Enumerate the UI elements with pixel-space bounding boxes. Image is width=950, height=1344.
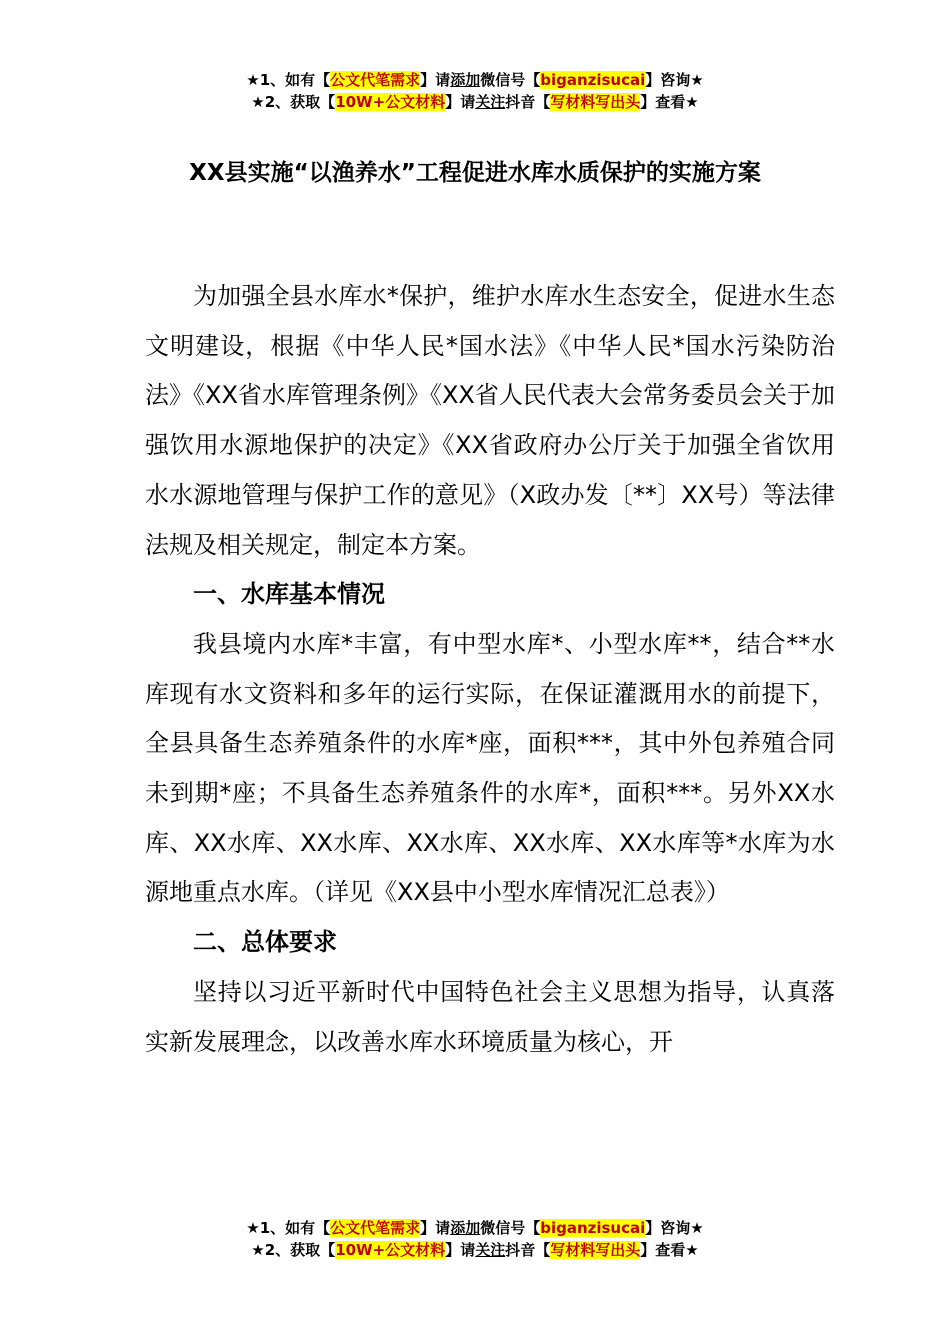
banner-text: 】请 <box>445 1241 476 1259</box>
document-body <box>145 272 835 1067</box>
banner-text: 抖音【 <box>505 1241 551 1259</box>
banner-text: ★2、获取【 <box>251 93 336 111</box>
banner-text: 抖音【 <box>505 93 551 111</box>
paragraph-intro: 为加强全县水库水*保护，维护水库水生态安全，促进水生态文明建设，根据《中华人民*国水法》《中华人民*国水污染防治法》《XX省水库管理条例》《XX省人民代表大会常务委员会关于加强饮用水源地保护的决定》《XX省政府办公厅关于加强全省饮用水水源地管理与保护工作的意见》（X政办发〔**〕XX号）等法律法规及相关规定，制定本方案。 <box>145 282 835 559</box>
banner-highlight: 10W+公文材料 <box>335 1241 446 1259</box>
banner-highlight: biganzisucai <box>540 71 646 89</box>
banner-line-1 <box>0 69 950 91</box>
banner-line-2 <box>0 1239 950 1261</box>
banner-text: 】查看★ <box>640 1241 699 1259</box>
banner-text: 微信号【 <box>480 1219 541 1237</box>
banner-text: ★1、如有【 <box>246 1219 331 1237</box>
banner-text: ★1、如有【 <box>246 71 331 89</box>
banner-text: 】咨询★ <box>645 1219 704 1237</box>
banner-text: 】咨询★ <box>645 71 704 89</box>
banner-highlight: biganzisucai <box>540 1219 646 1237</box>
banner-text: 】请 <box>420 71 451 89</box>
banner-underline: 添加 <box>450 1219 481 1237</box>
paragraph: 坚持以习近平新时代中国特色社会主义思想为指导，认真落实新发展理念，以改善水库水环境质量为核心，开 <box>145 977 835 1056</box>
banner-underline: 添加 <box>450 71 481 89</box>
banner-underline: 关注 <box>475 1241 506 1259</box>
section-heading: 二、总体要求 <box>193 928 337 957</box>
banner-text: ★2、获取【 <box>251 1241 336 1259</box>
banner-underline: 关注 <box>475 93 506 111</box>
header-banner <box>0 69 950 113</box>
document-title: XX县实施“以渔养水”工程促进水库水质保护的实施方案 <box>189 160 761 186</box>
footer-banner <box>0 1217 950 1261</box>
banner-text: 微信号【 <box>480 71 541 89</box>
banner-highlight: 公文代笔需求 <box>330 71 421 89</box>
banner-highlight: 公文代笔需求 <box>330 1219 421 1237</box>
banner-line-2 <box>0 91 950 113</box>
section-heading: 一、水库基本情况 <box>193 580 385 609</box>
banner-text: 】请 <box>445 93 476 111</box>
banner-highlight: 写材料写出头 <box>550 93 641 111</box>
banner-highlight: 10W+公文材料 <box>335 93 446 111</box>
banner-text: 】查看★ <box>640 93 699 111</box>
paragraph: 我县境内水库*丰富，有中型水库*、小型水库**，结合**水库现有水文资料和多年的运行实际，在保证灌溉用水的前提下，全县具备生态养殖条件的水库*座，面积***，其中外包养殖合同未到期*座；不具备生态养殖条件的水库*，面积***。另外XX水库、XX水库、XX水库、XX水库、XX水库、XX水库等*水库为水源地重点水库。（详见《XX县中小型水库情况汇总表》） <box>145 629 835 907</box>
banner-highlight: 写材料写出头 <box>550 1241 641 1259</box>
banner-text: 】请 <box>420 1219 451 1237</box>
banner-line-1 <box>0 1217 950 1239</box>
